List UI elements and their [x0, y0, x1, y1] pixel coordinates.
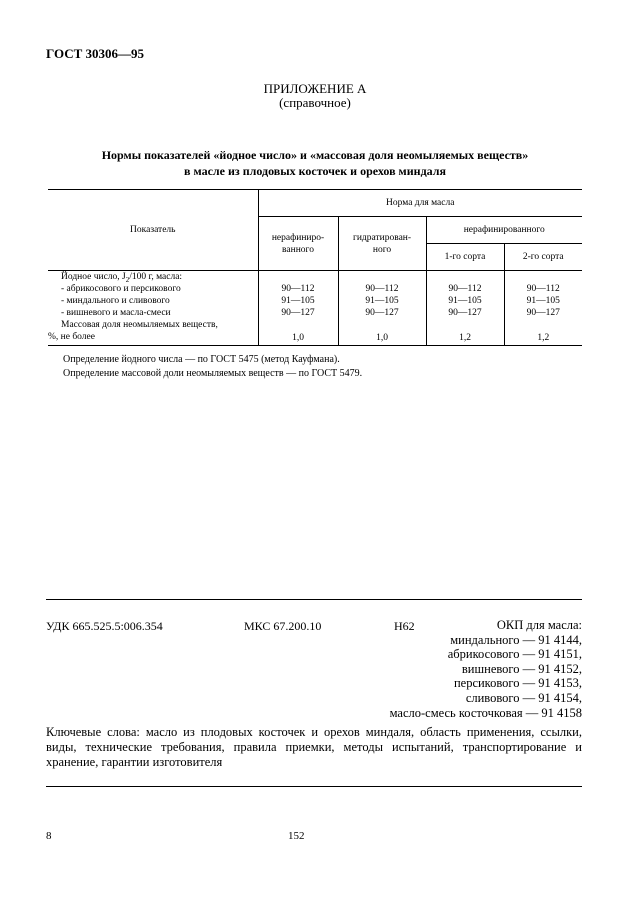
- table-row: [48, 295, 582, 307]
- table-title-line-2: в масле из плодовых косточек и орехов миндаля: [184, 164, 446, 178]
- cell-value: 91—105: [504, 295, 582, 307]
- header-hydrated-line-2: ного: [372, 244, 392, 255]
- udk-code: УДК 665.525.5:006.354: [46, 619, 163, 633]
- row-label: - миндального и сливового: [61, 296, 170, 306]
- header-indicator: Показатель: [48, 190, 258, 271]
- cell-value: 91—105: [426, 295, 504, 307]
- table-row: [48, 331, 582, 346]
- header-grade-2: 2-го сорта: [504, 244, 582, 271]
- cell-value: 90—127: [338, 307, 426, 319]
- document-header-id: ГОСТ 30306—95: [46, 46, 145, 61]
- header-unrefined-group: нерафинированного: [426, 217, 582, 244]
- cell-value: 91—105: [258, 295, 338, 307]
- cell-value: 1,2: [504, 331, 582, 346]
- note-line: Определение массовой доли неомыляемых веществ — по ГОСТ 5479.: [63, 368, 363, 379]
- cell-value: 90—127: [258, 307, 338, 319]
- cell-value: 90—112: [426, 283, 504, 295]
- page-number-left: 8: [46, 830, 52, 842]
- header-grade-1: 1-го сорта: [426, 244, 504, 271]
- row-label-text-tail: /100 г, масла:: [129, 272, 183, 282]
- table-row: [48, 271, 582, 284]
- category-code: Н62: [394, 619, 415, 633]
- row-label: - вишневого и масла-смеси: [61, 308, 171, 318]
- okp-line: сливового — 91 4154,: [465, 690, 582, 705]
- cell-value: 90—112: [504, 283, 582, 295]
- row-label: - абрикосового и персикового: [61, 284, 181, 294]
- row-label: [48, 271, 258, 284]
- page-number-center: 152: [288, 830, 305, 842]
- table-row: [48, 283, 582, 295]
- header-hydrated: [338, 217, 426, 271]
- okp-line: вишневого — 91 4152,: [461, 661, 582, 676]
- cell-value: 90—112: [258, 283, 338, 295]
- cell-value: 90—127: [504, 307, 582, 319]
- divider-bottom: [46, 786, 582, 787]
- note-line: Определение йодного числа — по ГОСТ 5475 (метод Кауфмана).: [63, 354, 340, 365]
- mks-code: МКС 67.200.10: [244, 619, 322, 633]
- appendix-heading: [0, 82, 630, 110]
- row-label: Массовая доля неомыляемых веществ,: [61, 320, 218, 330]
- table-row: [48, 307, 582, 319]
- cell-value: 91—105: [338, 295, 426, 307]
- appendix-title: ПРИЛОЖЕНИЕ А: [263, 81, 367, 96]
- table-row: [48, 319, 582, 331]
- keywords: Ключевые слова: масло из плодовых косточек и орехов миндаля, область применения, ссылки, виды, технические требования, правила приемки, методы испытаний, транспортирование и хранение, гарантии изготовителя: [46, 725, 582, 769]
- header-unrefined: [258, 217, 338, 271]
- divider-top: [46, 599, 582, 600]
- row-label-subscript: 2: [125, 275, 130, 284]
- cell-value: 90—112: [338, 283, 426, 295]
- cell-value: 1,0: [258, 331, 338, 346]
- norms-table: [48, 189, 582, 346]
- header-unrefined-line-1: нерафиниро-: [271, 232, 325, 243]
- header-norm: Норма для масла: [258, 190, 582, 217]
- cell-value: 1,2: [426, 331, 504, 346]
- okp-title: ОКП для масла:: [496, 618, 582, 632]
- row-label: %, не более: [48, 331, 258, 346]
- table-notes: [63, 353, 362, 381]
- row-label-text: Йодное число, J: [61, 272, 126, 282]
- okp-line: персикового — 91 4153,: [453, 676, 582, 691]
- header-hydrated-line-1: гидратирован-: [352, 232, 412, 243]
- okp-block: [390, 618, 582, 720]
- table-title-line-1: Нормы показателей «йодное число» и «массовая доля неомыляемых веществ»: [101, 148, 529, 162]
- okp-line: миндального — 91 4144,: [450, 632, 582, 647]
- appendix-subtitle: (справочное): [279, 95, 351, 110]
- okp-line: масло-смесь косточковая — 91 4158: [389, 705, 582, 720]
- okp-line: абрикосового — 91 4151,: [447, 647, 582, 662]
- cell-value: 1,0: [338, 331, 426, 346]
- table-title: [0, 147, 630, 179]
- cell-value: 90—127: [426, 307, 504, 319]
- header-unrefined-line-2: ванного: [282, 244, 314, 255]
